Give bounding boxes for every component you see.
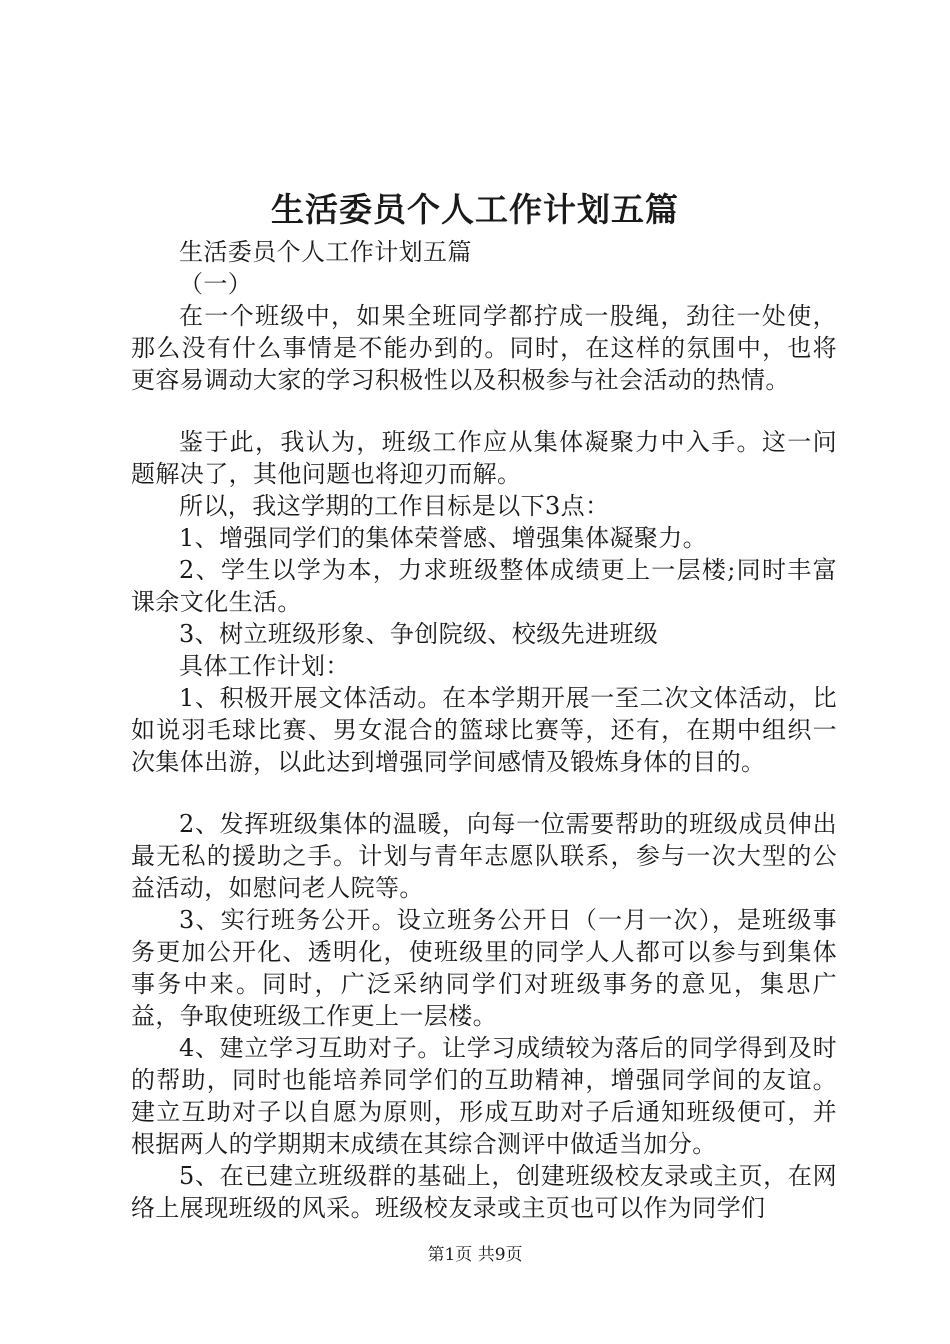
paragraph-focus: 鉴于此，我认为，班级工作应从集体凝聚力中入手。这一问题解决了，其他问题也将迎刃而解。 [131, 428, 837, 488]
paragraph-goal-2: 2、学生以学为本，力求班级整体成绩更上一层楼;同时丰富课余文化生活。 [131, 556, 837, 616]
paragraph-subtitle: 生活委员个人工作计划五篇 [179, 238, 472, 266]
paragraph-section-one: （一） [179, 270, 253, 298]
paragraph-plan-4: 4、建立学习互助对子。让学习成绩较为落后的同学得到及时的帮助，同时也能培养同学们的互助精神，增强同学间的友谊。建立互助对子以自愿为原则，形成互助对子后通知班级便可，并根据两人的学期期末成绩在其综合测评中做适当加分。 [131, 1034, 837, 1158]
paragraph-plan-2: 2、发挥班级集体的温暖，向每一位需要帮助的班级成员伸出最无私的援助之手。计划与青年志愿队联系，参与一次大型的公益活动，如慰问老人院等。 [131, 810, 837, 902]
document-title: 生活委员个人工作计划五篇 [271, 190, 679, 229]
document-body [131, 236, 837, 1224]
paragraph-plan-3: 3、实行班务公开。设立班务公开日（一月一次），是班级事务更加公开化、透明化，使班级里的同学人人都可以参与到集体事务中来。同时，广泛采纳同学们对班级事务的意见，集思广益，争取使班级工作更上一层楼。 [131, 906, 837, 1030]
paragraph-goal-3: 3、树立班级形象、争创院级、校级先进班级 [179, 620, 659, 648]
page-number: 第1页 共9页 [427, 1245, 523, 1265]
paragraph-intro: 在一个班级中，如果全班同学都拧成一股绳，劲往一处使，那么没有什么事情是不能办到的。同时，在这样的氛围中，也将更容易调动大家的学习积极性以及积极参与社会活动的热情。 [131, 302, 837, 394]
paragraph-goal-1: 1、增强同学们的集体荣誉感、增强集体凝聚力。 [179, 524, 708, 552]
paragraph-plan-1: 1、积极开展文体活动。在本学期开展一至二次文体活动，比如说羽毛球比赛、男女混合的篮球比赛等，还有，在期中组织一次集体出游，以此达到增强同学间感情及锻炼身体的目的。 [131, 684, 837, 776]
paragraph-plan-heading: 具体工作计划： [179, 652, 350, 680]
paragraph-plan-5: 5、在已建立班级群的基础上，创建班级校友录或主页，在网络上展现班级的风采。班级校友录或主页也可以作为同学们 [131, 1162, 837, 1222]
paragraph-goals-heading: 所以，我这学期的工作目标是以下3点： [179, 492, 610, 520]
